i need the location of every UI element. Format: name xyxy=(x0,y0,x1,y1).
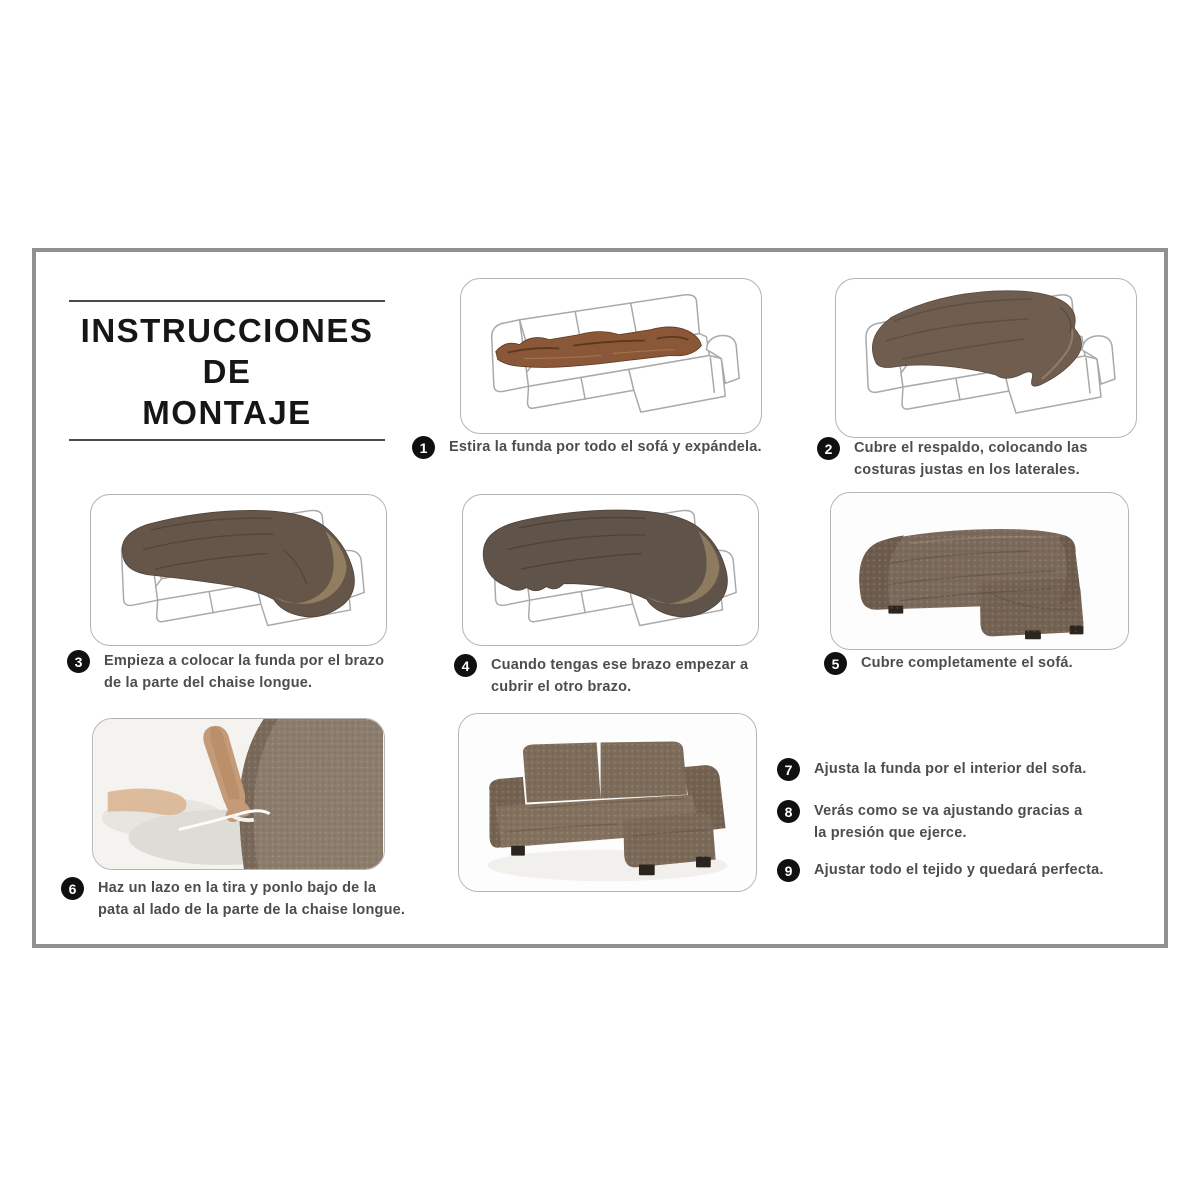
step-6-number-badge: 6 xyxy=(61,877,84,900)
step-3-illustration xyxy=(91,495,386,645)
step-8-caption xyxy=(777,801,1082,844)
step-8-number-badge: 8 xyxy=(777,800,800,823)
step-6-text-line-2: pata al lado de la parte de la chaise longue. xyxy=(98,901,406,918)
step-3-caption xyxy=(67,651,384,694)
step-2-illustration xyxy=(836,279,1136,437)
step-6-caption xyxy=(61,878,405,921)
step-1-illustration xyxy=(461,279,761,433)
step-4-illustration xyxy=(463,495,758,645)
step-5-caption xyxy=(824,653,1073,675)
step-9-number-badge: 9 xyxy=(777,859,800,882)
step-8-text-line-1: Verás como se va ajustando gracias a xyxy=(814,803,1083,819)
step-6-text-line-1: Haz un lazo en la tira y ponlo bajo de la xyxy=(98,880,377,896)
page-title-line-3: MONTAJE xyxy=(142,394,312,431)
step-5-number-badge: 5 xyxy=(824,652,847,675)
step-4-image-box xyxy=(462,494,759,646)
step-3-text-line-2: de la parte del chaise longue. xyxy=(104,674,313,691)
step-7-text: Ajusta la funda por el interior del sofa. xyxy=(814,761,1087,777)
result-photo xyxy=(459,714,756,891)
step-7-number-badge: 7 xyxy=(777,758,800,781)
step-2-text-line-1: Cubre el respaldo, colocando las xyxy=(854,440,1088,456)
step-5-image-box xyxy=(830,492,1129,650)
step-3-text-line-1: Empieza a colocar la funda por el brazo xyxy=(104,653,385,669)
step-4-text-line-1: Cuando tengas ese brazo empezar a xyxy=(491,657,749,673)
step-5-photo xyxy=(831,493,1128,649)
step-3-image-box xyxy=(90,494,387,646)
step-7-caption xyxy=(777,759,1086,781)
result-image-box xyxy=(458,713,757,892)
step-2-text-line-2: costuras justas en los laterales. xyxy=(854,461,1080,478)
step-1-text: Estira la funda por todo el sofá y expándela. xyxy=(449,439,762,455)
step-4-caption xyxy=(454,655,748,698)
step-5-text: Cubre completamente el sofá. xyxy=(861,655,1073,671)
title-block xyxy=(69,300,385,441)
step-2-caption xyxy=(817,438,1088,481)
step-4-text-line-2: cubrir el otro brazo. xyxy=(491,678,632,695)
step-9-text: Ajustar todo el tejido y quedará perfecta. xyxy=(814,862,1104,878)
step-2-number-badge: 2 xyxy=(817,437,840,460)
step-8-text-line-2: la presión que ejerce. xyxy=(814,824,967,841)
instructions-panel xyxy=(32,248,1168,948)
page-title-line-2: DE xyxy=(202,353,252,390)
step-2-image-box xyxy=(835,278,1137,438)
step-6-image-box xyxy=(92,718,385,870)
step-1-number-badge: 1 xyxy=(412,436,435,459)
step-1-image-box xyxy=(460,278,762,434)
step-1-caption xyxy=(412,437,762,459)
step-3-number-badge: 3 xyxy=(67,650,90,673)
step-4-number-badge: 4 xyxy=(454,654,477,677)
step-9-caption xyxy=(777,860,1104,882)
step-6-photo xyxy=(93,719,384,869)
page-title-line-1: INSTRUCCIONES xyxy=(80,312,374,349)
